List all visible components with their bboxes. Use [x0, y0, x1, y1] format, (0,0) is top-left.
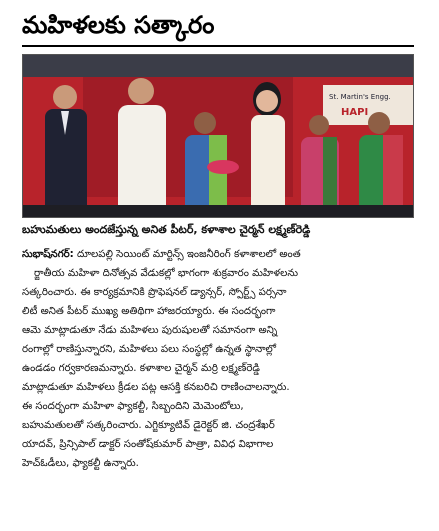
person-chief-guest [251, 82, 285, 218]
article-line-4: లిటీ అనిత పీటర్ ముఖ్య అతిథిగా హాజరయ్యారు. ఈ సందర్భంగా [22, 306, 276, 317]
article-line-3: సత్కరించారు. ఈ కార్యక్రమానికి ప్రొఫెషనల్ డ్యాన్సర్, స్పోర్ట్స్ పర్సనా [22, 287, 287, 298]
photo-caption: బహుమతులు అందజేస్తున్న అనిత పీటర్, కళాశాల చైర్మన్ లక్ష్మణ్‌రెడ్డి [22, 223, 311, 236]
dateline: సుభాష్‌నగర్: [22, 249, 74, 260]
event-photo [22, 54, 414, 218]
article-line-12: హెచ్‌ఓడీలు, ఫ్యాకల్టీ ఉన్నారు. [22, 458, 139, 469]
headline: మహిళలకు సత్కారం [22, 11, 215, 39]
article-line-5: ఆమె మాట్లాడుతూ నేడు మహిళలు పురుషులతో సమానంగా అన్ని [22, 325, 278, 336]
article-line-6: రంగాల్లో రాణిస్తున్నారని, మహిళలు పలు సంస్థల్లో ఉన్నత స్థానాల్లో [22, 344, 277, 355]
banner-sub-text: HAPI [341, 107, 369, 118]
article-line-8: మాట్లాడుతూ మహిళలు క్రీడల పట్ల ఆసక్తి కనబరిచి రాణించాలన్నారు. [22, 382, 290, 393]
article-line-2: ర్జాతీయ మహిళా దినోత్సవ వేడుకల్లో భాగంగా శుక్రవారం మహిళలను [34, 268, 298, 279]
article-line-11: యాదవ్, ప్రిన్సిపాల్ డాక్టర్ సంతోష్‌కుమార్ పాత్రా, వివిధ విభాగాల [22, 439, 274, 450]
article-line-9: ఈ సందర్భంగా మహిళా ఫ్యాకల్టీ, సిబ్బందిని మెమెంటోలు, [22, 401, 244, 412]
article-body [22, 245, 418, 473]
headline-rule [22, 45, 414, 47]
article-line-10: బహుమతులతో సత్కరించారు. ఎగ్జిక్యూటివ్ డైరెక్టర్ జి. చంద్రశేఖర్ [22, 420, 275, 431]
article-line-7: ఉండడం గర్వకారణమన్నారు. కళాశాల చైర్మన్ మర్రి లక్ష్మణ్‌రెడ్డి [22, 363, 260, 374]
banner-title-text: St. Martin's Engg. [329, 93, 391, 101]
article-line-1: సుభాష్‌నగర్: దూలపల్లి సెయింట్ మార్టిన్స్ ఇంజనీరింగ్ కళాశాలలో అంత [22, 249, 301, 260]
